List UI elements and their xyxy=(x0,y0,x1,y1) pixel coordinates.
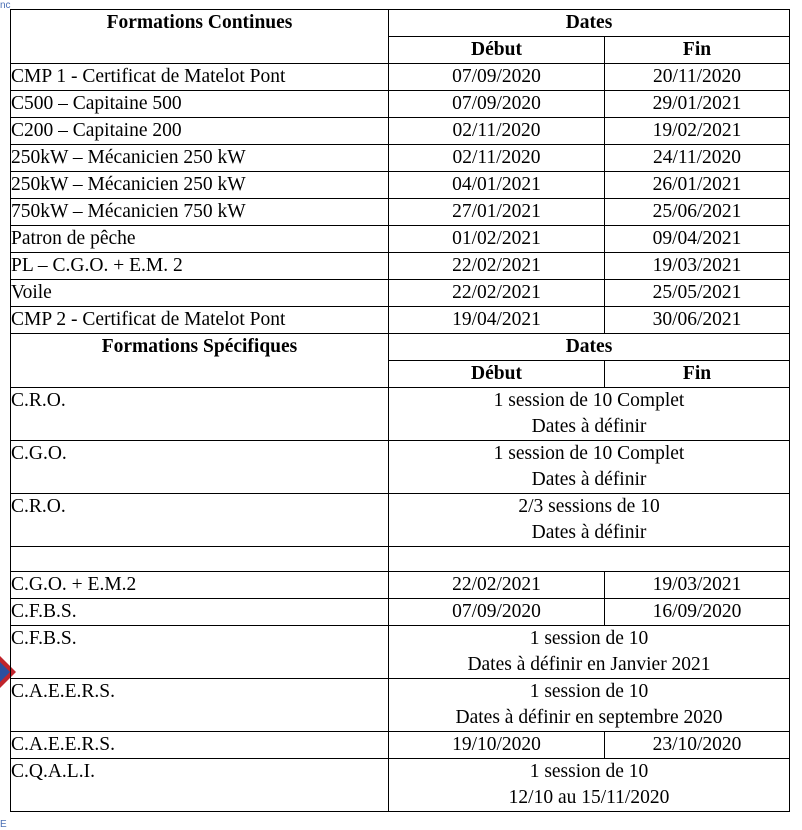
continues-fin-header: Fin xyxy=(605,37,790,64)
specifiques-debut-header: Début xyxy=(389,361,605,388)
formation-name: C.G.O. xyxy=(11,441,389,494)
session-dates: Dates à définir xyxy=(531,522,647,543)
date-fin: 16/09/2020 xyxy=(605,599,790,626)
date-fin: 09/04/2021 xyxy=(605,226,790,253)
formation-name: Voile xyxy=(11,280,389,307)
blank-cell xyxy=(389,547,790,572)
formation-name: 750kW – Mécanicien 750 kW xyxy=(11,199,389,226)
date-debut: 01/02/2021 xyxy=(389,226,605,253)
table-row xyxy=(11,679,790,732)
date-debut: 22/02/2021 xyxy=(389,280,605,307)
session-line: 1 session de 10 xyxy=(529,761,649,782)
date-debut: 02/11/2020 xyxy=(389,145,605,172)
table-row xyxy=(11,572,790,599)
formation-name: C.F.B.S. xyxy=(11,626,389,679)
session-info xyxy=(389,494,790,547)
table-row xyxy=(11,253,790,280)
formations-table xyxy=(10,9,790,812)
formation-name: C.A.E.E.R.S. xyxy=(11,732,389,759)
table-row xyxy=(11,494,790,547)
formation-name: Patron de pêche xyxy=(11,226,389,253)
formation-name: CMP 1 - Certificat de Matelot Pont xyxy=(11,64,389,91)
formation-name: C.G.O. + E.M.2 xyxy=(11,572,389,599)
blank-cell xyxy=(11,547,389,572)
formation-name: C.R.O. xyxy=(11,494,389,547)
specifiques-dates-header: Dates xyxy=(389,334,790,361)
table-row xyxy=(11,280,790,307)
session-dates: 12/10 au 15/11/2020 xyxy=(508,787,670,808)
session-info xyxy=(389,388,790,441)
date-fin: 23/10/2020 xyxy=(605,732,790,759)
specifiques-title: Formations Spécifiques xyxy=(11,334,389,388)
table-row xyxy=(11,626,790,679)
formation-name: PL – C.G.O. + E.M. 2 xyxy=(11,253,389,280)
table-row xyxy=(11,226,790,253)
session-info xyxy=(389,626,790,679)
date-debut: 07/09/2020 xyxy=(389,91,605,118)
date-fin: 19/03/2021 xyxy=(605,253,790,280)
date-fin: 25/05/2021 xyxy=(605,280,790,307)
table-row xyxy=(11,199,790,226)
table-row xyxy=(11,307,790,334)
date-debut: 22/02/2021 xyxy=(389,253,605,280)
date-debut: 02/11/2020 xyxy=(389,118,605,145)
table-row-blank xyxy=(11,547,790,572)
formation-name: C.R.O. xyxy=(11,388,389,441)
session-line: 1 session de 10 xyxy=(529,628,649,649)
date-fin: 26/01/2021 xyxy=(605,172,790,199)
table-row xyxy=(11,732,790,759)
session-dates: Dates à définir xyxy=(531,469,647,490)
session-dates: Dates à définir en Janvier 2021 xyxy=(467,654,711,675)
session-info xyxy=(389,441,790,494)
date-fin: 19/02/2021 xyxy=(605,118,790,145)
continues-dates-header: Dates xyxy=(389,10,790,37)
formation-name: C.Q.A.L.I. xyxy=(11,759,389,812)
date-debut: 04/01/2021 xyxy=(389,172,605,199)
date-debut: 07/09/2020 xyxy=(389,64,605,91)
date-debut: 07/09/2020 xyxy=(389,599,605,626)
formation-name: C.A.E.E.R.S. xyxy=(11,679,389,732)
formation-name: CMP 2 - Certificat de Matelot Pont xyxy=(11,307,389,334)
corner-text-top: nc xyxy=(0,0,11,11)
table-row xyxy=(11,118,790,145)
date-fin: 20/11/2020 xyxy=(605,64,790,91)
table-row xyxy=(11,759,790,812)
table-row xyxy=(11,441,790,494)
corner-text-bottom: E xyxy=(0,819,7,830)
session-line: 1 session de 10 Complet xyxy=(493,443,685,464)
table-row xyxy=(11,388,790,441)
continues-title: Formations Continues xyxy=(11,10,389,64)
date-fin: 24/11/2020 xyxy=(605,145,790,172)
session-line: 1 session de 10 xyxy=(529,681,649,702)
date-debut: 27/01/2021 xyxy=(389,199,605,226)
table-row xyxy=(11,91,790,118)
table-row xyxy=(11,172,790,199)
continues-debut-header: Début xyxy=(389,37,605,64)
date-fin: 19/03/2021 xyxy=(605,572,790,599)
date-debut: 19/10/2020 xyxy=(389,732,605,759)
date-debut: 22/02/2021 xyxy=(389,572,605,599)
specifiques-fin-header: Fin xyxy=(605,361,790,388)
formation-name: 250kW – Mécanicien 250 kW xyxy=(11,145,389,172)
formation-name: C.F.B.S. xyxy=(11,599,389,626)
session-dates: Dates à définir xyxy=(531,416,647,437)
formation-name: 250kW – Mécanicien 250 kW xyxy=(11,172,389,199)
table-row xyxy=(11,145,790,172)
session-dates: Dates à définir en septembre 2020 xyxy=(455,707,723,728)
date-fin: 25/06/2021 xyxy=(605,199,790,226)
date-fin: 29/01/2021 xyxy=(605,91,790,118)
session-info xyxy=(389,679,790,732)
session-info xyxy=(389,759,790,812)
table-row xyxy=(11,64,790,91)
session-line: 2/3 sessions de 10 xyxy=(518,496,660,517)
session-line: 1 session de 10 Complet xyxy=(493,390,685,411)
table-row xyxy=(11,599,790,626)
date-debut: 19/04/2021 xyxy=(389,307,605,334)
formation-name: C500 – Capitaine 500 xyxy=(11,91,389,118)
formation-name: C200 – Capitaine 200 xyxy=(11,118,389,145)
date-fin: 30/06/2021 xyxy=(605,307,790,334)
